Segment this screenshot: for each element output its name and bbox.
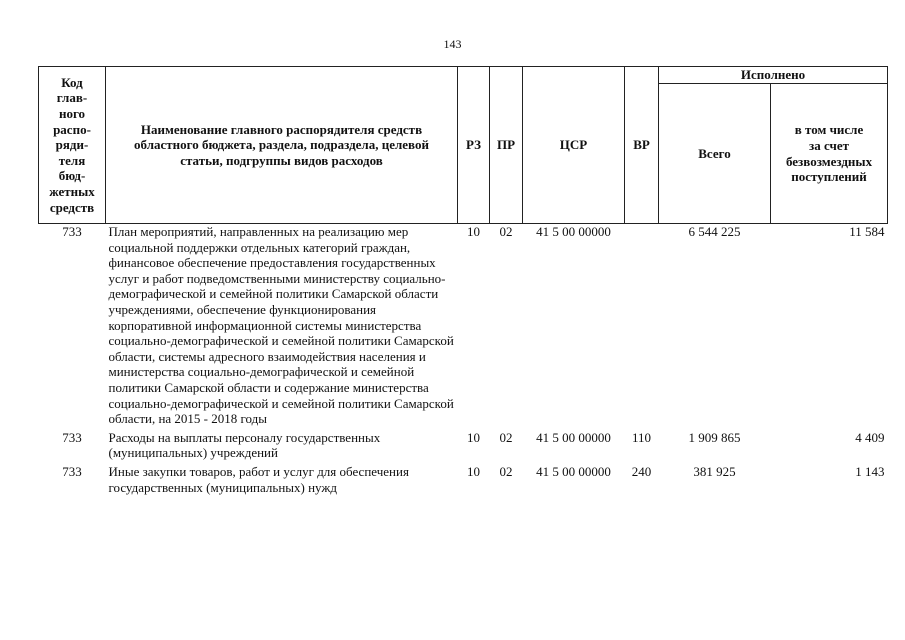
header-code-line: средств [49, 199, 95, 215]
header-total: Всего [659, 84, 771, 224]
header-csr: ЦСР [523, 67, 625, 224]
header-name: Наименование главного распорядителя средств областного бюджета, раздела, подраздела, целевой статьи, подгруппы видов расходов [106, 67, 458, 224]
cell-vr [625, 224, 659, 430]
cell-total: 1 909 865 [688, 429, 741, 445]
cell-rz: 10 [467, 429, 480, 445]
header-free-line: поступлений [791, 169, 867, 185]
cell-name: План мероприятий, направленных на реализацию мер социальной поддержки отдельных категорий граждан, финансовое обеспечение предоставления государственных услуг и работ подведомственными министерству социально-демографической и семейной политики Самарской области учреждениями, обеспечение функционирования корпоративной информационной системы министерства социально-демографической и семейной политики Самарской области, системы адресного взаимодействия населения и министерства социально-демографической и семейной политики Самарской области и содержание министерства социально-демографической и семейной политики Самарской области, на 2015 - 2018 годы [108, 224, 454, 427]
header-rz: РЗ [458, 67, 490, 224]
cell-pr: 02 [499, 463, 513, 479]
cell-vr: 240 [631, 463, 652, 479]
header-vr: ВР [625, 67, 659, 224]
header-code-line: глав- [56, 90, 88, 106]
cell-name: Иные закупки товаров, работ и услуг для обеспечения государственных (муниципальных) нужд [108, 463, 409, 495]
cell-total: 381 925 [693, 463, 736, 479]
cell-vr: 110 [631, 429, 652, 445]
header-free-line: безвозмездных [785, 153, 873, 169]
header-free-line: в том числе [794, 122, 864, 138]
cell-free: 4 409 [855, 429, 885, 445]
cell-code: 733 [62, 429, 82, 445]
budget-execution-table [38, 66, 888, 498]
table-row [39, 430, 888, 464]
header-code-line: ряди- [55, 137, 89, 153]
page-number: 143 [443, 37, 462, 51]
cell-rz: 10 [467, 224, 480, 239]
cell-code: 733 [62, 463, 82, 479]
header-code-line: бюд- [58, 168, 86, 184]
header-free-line: за счет [809, 137, 849, 153]
cell-csr: 41 5 00 00000 [536, 224, 611, 239]
cell-code: 733 [62, 224, 82, 239]
header-code-line: ного [58, 106, 86, 122]
header-code [39, 67, 106, 224]
cell-rz: 10 [467, 463, 480, 479]
cell-pr: 02 [499, 429, 513, 445]
header-code-line: Код [61, 74, 83, 90]
cell-csr: 41 5 00 00000 [536, 463, 611, 479]
header-code-line: жетных [49, 183, 95, 199]
header-code-line: распо- [53, 121, 91, 137]
table-row [39, 224, 888, 430]
cell-pr: 02 [499, 224, 513, 239]
cell-total: 6 544 225 [688, 224, 741, 239]
header-code-line: теля [58, 152, 86, 168]
cell-csr: 41 5 00 00000 [536, 429, 611, 445]
header-row-top [39, 67, 888, 84]
header-executed: Исполнено [659, 67, 888, 84]
cell-free: 1 143 [855, 463, 885, 479]
header-free [771, 84, 888, 224]
cell-name: Расходы на выплаты персоналу государственных (муниципальных) учреждений [108, 429, 381, 461]
table-row [39, 464, 888, 498]
cell-free: 11 584 [849, 224, 885, 239]
header-pr: ПР [490, 67, 523, 224]
